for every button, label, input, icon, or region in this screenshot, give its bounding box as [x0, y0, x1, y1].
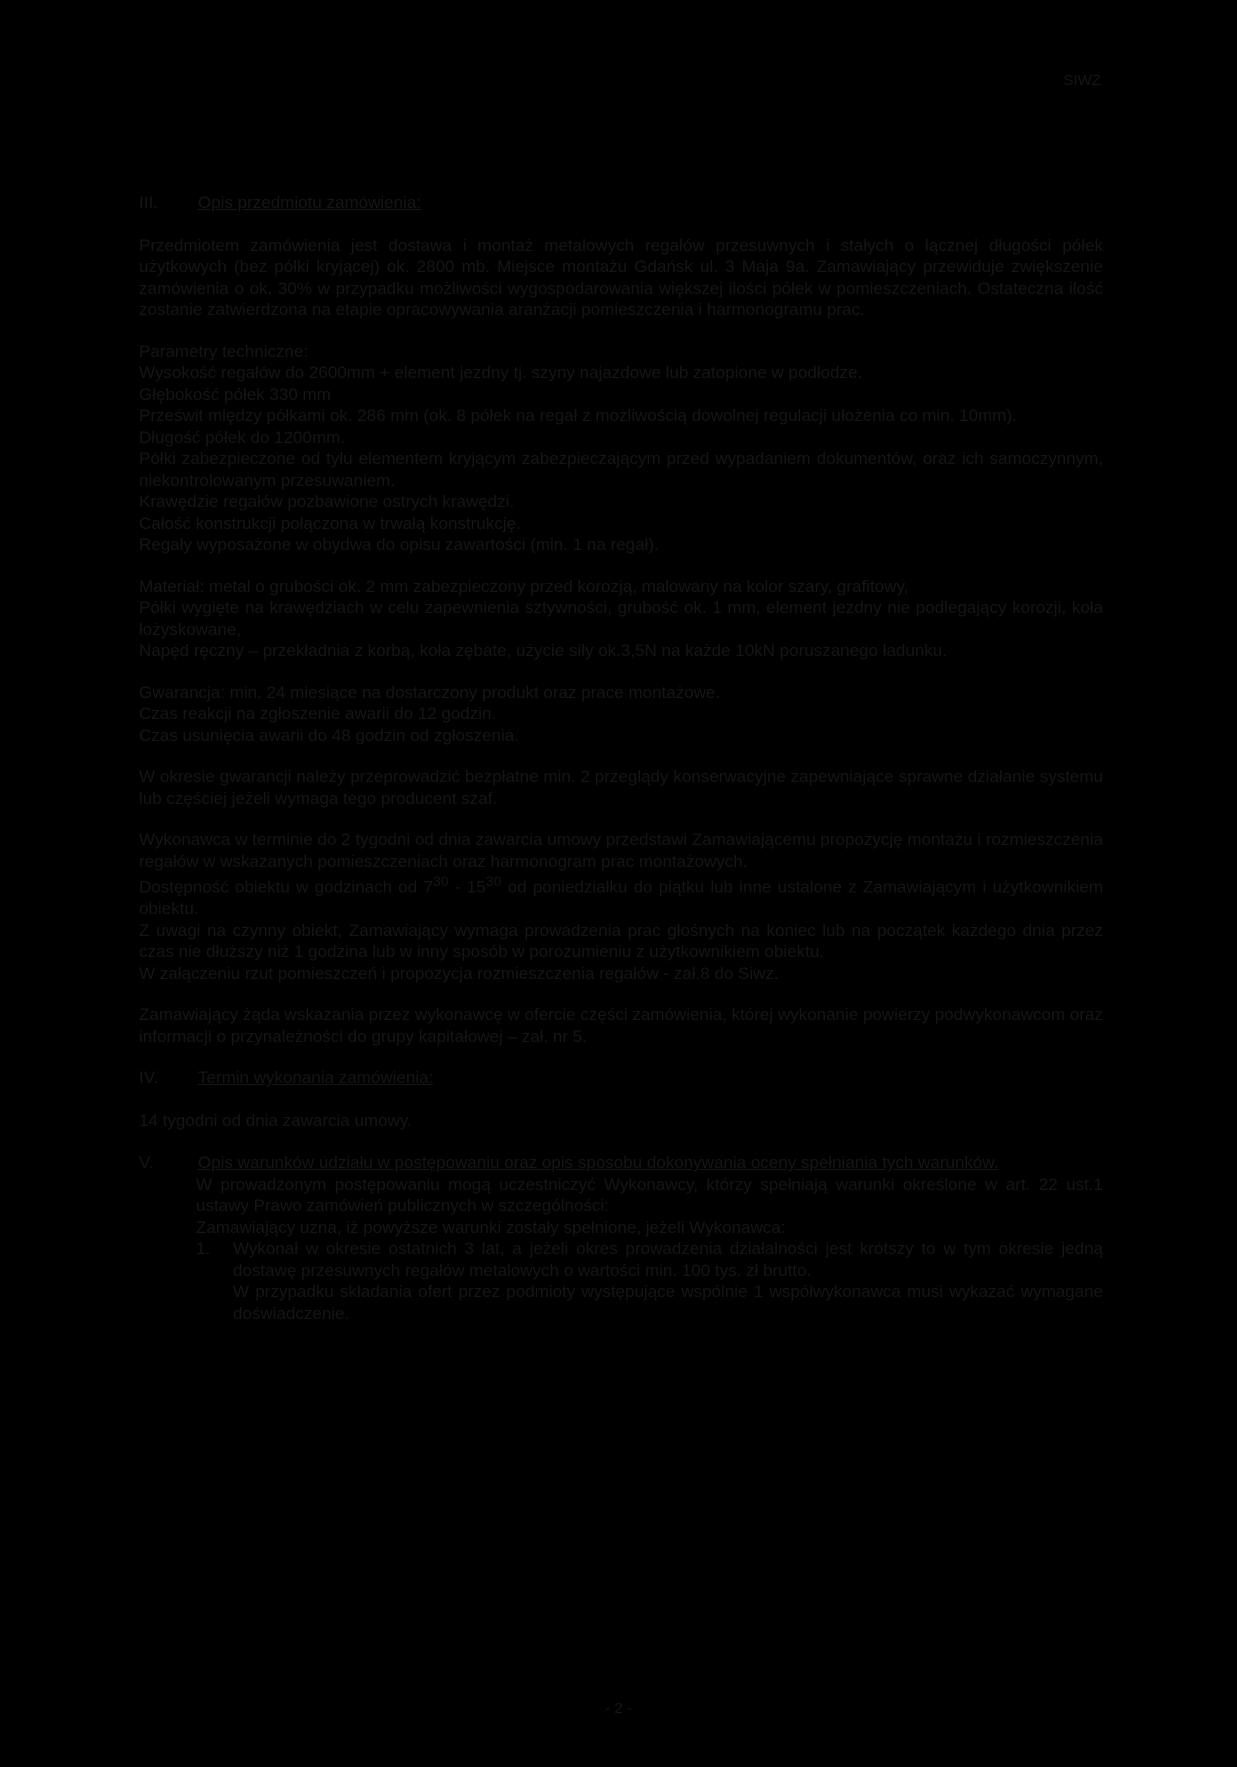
availability-paragraph: Dostępność obiektu w godzinach od $7^{30} - 15^{30}$ od poniedziałku do piątku lub inne ustalone z Zamawiającym i użytkownikiem obiektu.: [139, 874, 1103, 919]
maintenance-paragraph: W okresie gwarancji należy przeprowadzić bezpłatne min. 2 przeglądy konserwacyjne zapewniające sprawne działanie systemu lub częściej jeżeli wymaga tego producent szaf.: [139, 767, 1103, 808]
param-labels: Regały wyposażone w obydwa do opisu zawartości (min. 1 na regał).: [139, 535, 659, 554]
warranty-line-1: Gwarancja: min. 24 miesiące na dostarczony produkt oraz prace montażowe.: [139, 682, 721, 702]
param-spacing: Prześwit między półkami ok. 286 mm (ok. 8 półek na regał z możliwością dowolnej regulacji ułożenia co min. 10mm).: [139, 406, 1017, 425]
header-tag: SIWZ: [1063, 72, 1101, 89]
section-3-heading: [139, 192, 1103, 214]
section-4-title: Termin wykonania zamówienia:: [198, 1068, 434, 1088]
section-5-paragraph-2: Zamawiający uzna, iż powyższe warunki zostały spełnione, jeżeli Wykonawca:: [196, 1217, 786, 1237]
section-4-body: 14 tygodni od dnia zawarcia umowy.: [139, 1110, 412, 1130]
contractor-paragraph-1: Wykonawca w terminie do 2 tygodni od dnia zawarcia umowy przedstawi Zamawiającemu propozycję montażu i rozmieszczenia regałów w wskazanych pomieszczeniach oraz harmonogram prac montażowych.: [139, 830, 1103, 871]
param-length: Długość półek do 1200mm.: [139, 427, 346, 447]
section-3-number: III.: [139, 193, 158, 212]
params-heading: Parametry techniczne:: [139, 341, 309, 361]
contractor-paragraph-4: W załączeniu rzut pomieszczeń i propozycja rozmieszczenia regałów - zał.8 do Siwz.: [139, 963, 779, 983]
section-4-heading: [139, 1067, 1103, 1089]
list-item: [196, 1238, 1103, 1324]
param-protection: Półki zabezpieczone od tyłu elementem kryjącym zabezpieczającym przed wypadaniem dokumentów, oraz ich samoczynnym, niekontrolowanym przesuwaniem.: [139, 449, 1103, 490]
section-3-intro: Przedmiotem zamówienia jest dostawa i montaż metalowych regałów przesuwnych i stałych o łącznej długości półek użytkowych (bez półki kryjącej) ok. 2800 mb. Miejsce montażu Gdańsk ul. 3 Maja 9a. Zamawiający przewiduje zwiększenie zamówienia o ok. 30% w przypadku możliwości wygospodarowania większej ilości półek w pomieszczeniach. Ostateczna ilość zostanie zatwierdzona na etapie opracowywania aranżacji pomieszczenia i harmonogramu prac.: [139, 235, 1103, 319]
material-line-2: Półki wygięte na krawędziach w celu zapewnienia sztywności, grubość ok. 1 mm, element jezdny nie podlegający korozji, koła łożyskowane,: [139, 598, 1103, 639]
param-depth: Głębokość półek 330 mm: [139, 384, 331, 404]
list-item-text: Wykonał w okresie ostatnich 3 lat, a jeżeli okres prowadzenia działalności jest krótszy to w tym okresie jedną dostawę przesuwnych regałów metalowych o wartości min. 100 tys. zł brutto.: [233, 1239, 1103, 1280]
section-4-number: IV.: [139, 1068, 159, 1088]
section-5-heading: [139, 1152, 1103, 1174]
section-3-title: Opis przedmiotu zamówienia:: [198, 193, 421, 212]
param-edges: Krawędzie regałów pozbawione ostrych krawędzi.: [139, 492, 515, 511]
warranty-line-2: Czas reakcji na zgłoszenie awarii do 12 godzin.: [139, 704, 497, 723]
section-5-number: V.: [139, 1153, 154, 1173]
section-5-paragraph-1: W prowadzonym postępowaniu mogą uczestniczyć Wykonawcy, którzy spełniają warunki określone w art. 22 ust.1 ustawy Prawo zamówień publicznych w szczególności:: [196, 1174, 1103, 1216]
page-number: - 2 -: [605, 1700, 632, 1717]
section-5-title: Opis warunków udziału w postępowaniu oraz opis sposobu dokonywania oceny spełniania tych warunków.: [198, 1153, 999, 1173]
contractor-paragraph-3: Z uwagi na czynny obiekt, Zamawiający wymaga prowadzenia prac głośnych na koniec lub na początek każdego dnia przez czas nie dłuższy niż 1 godzina lub w inny sposób w porozumieniu z użytkownikiem obiektu.: [139, 920, 1103, 962]
list-item-number: 1.: [196, 1239, 211, 1259]
material-line-1: Materiał: metal o grubości ok. 2 mm zabezpieczony przed korozją, malowany na kolor szary, grafitowy,: [139, 576, 909, 596]
document-content: [139, 192, 1103, 1324]
param-height: Wysokość regałów do 2600mm + element jezdny tj. szyny najazdowe lub zatopione w podłodze.: [139, 363, 863, 382]
warranty-line-3: Czas usunięcia awarii do 48 godzin od zgłoszenia.: [139, 725, 519, 745]
subcontract-paragraph: Zamawiający żąda wskazania przez wykonawcę w ofercie części zamówienia, której wykonanie powierzy podwykonawcom oraz informacji o przynależności do grupy kapitałowej – zał. nr 5.: [139, 1005, 1103, 1046]
material-line-3: Napęd ręczny – przekładnia z korbą, koła zębate, użycie siły ok.3,5N na każde 10kN poruszanego ładunku.: [139, 641, 947, 660]
list-item-note: W przypadku składania ofert przez podmioty występujące wspólnie 1 współwykonawca musi wykazać wymagane doświadczenie.: [233, 1282, 1103, 1323]
param-construction: Całość konstrukcji połączona w trwałą konstrukcję.: [139, 513, 521, 533]
